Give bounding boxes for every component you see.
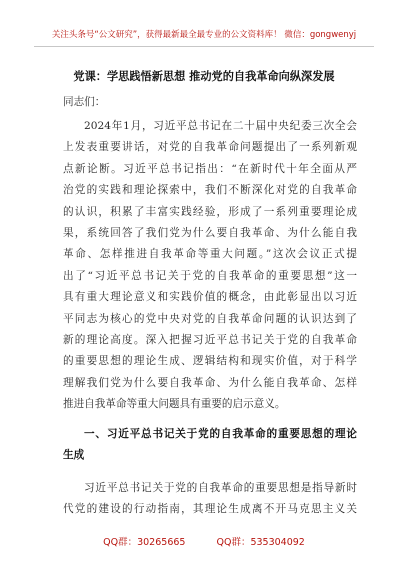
paragraph-1-line: 新的理论高度。深入把握习近平总书记关于党的自我革命 [63, 333, 357, 346]
paragraph-1 [63, 116, 357, 415]
footer-qq-group-2: QQ群：535304092 [216, 537, 305, 548]
footer-contacts [0, 534, 408, 548]
paragraph-2-line: 习近平总书记关于党的自我革命的重要思想是指导新时 [84, 482, 357, 494]
paragraph-1-line: 具有重大理论意义和实践价值的概念，由此彰显出以习近 [63, 291, 357, 304]
footer-qq-group-1: QQ群：30265665 [103, 537, 186, 548]
paragraph-1-line: 平同志为核心的党中央对党的自我革命问题的认识达到了 [63, 312, 357, 325]
section-heading-1-line: 生成 [63, 449, 85, 462]
paragraph-2 [63, 478, 357, 521]
greeting: 同志们： [63, 96, 106, 108]
paragraph-1-line: 上发表重要讲话，对党的自我革命问题提出了一系列新观 [63, 141, 357, 154]
paragraph-2-line: 代党的建设的行动指南，其理论生成离不开马克思主义关 [63, 503, 357, 516]
header-divider [34, 46, 374, 47]
paragraph-1-line: 革命、怎样推进自我革命等重大问题。”这次会议正式提 [63, 248, 357, 261]
paragraph-1-line: 推进自我革命等重大问题具有重要的启示意义。 [63, 398, 286, 411]
paragraph-1-line: 的重要思想的理论生成、逻辑结构和现实价值，对于科学 [63, 355, 357, 368]
paragraph-1-line: 果，系统回答了我们党为什么要自我革命、为什么能自我 [63, 226, 357, 239]
paragraph-1-line: 出了“习近平总书记关于党的自我革命的重要思想”这一 [63, 269, 357, 282]
paragraph-1-line: 2024年1月，习近平总书记在二十届中央纪委三次全会 [84, 120, 357, 132]
paragraph-1-line: 理解我们党为什么要自我革命、为什么能自我革命、怎样 [63, 376, 357, 389]
paragraph-1-line: 治党的实践和理论探索中，我们不断深化对党的自我革命 [63, 184, 357, 197]
paragraph-1-line: 点新论断。习近平总书记指出：“在新时代十年全面从严 [63, 162, 357, 175]
section-heading-1 [63, 424, 357, 467]
section-heading-1-line: 一、习近平总书记关于党的自我革命的重要思想的理论 [84, 428, 357, 440]
header-notice: 关注头条号“公文研究”，获得最新最全最专业的公文资料库！ 微信：gongwenyj [51, 30, 357, 40]
paragraph-1-line: 的认识，积累了丰富实践经验，形成了一系列重要理论成 [63, 205, 357, 218]
document-title: 党课：学思践悟新思想 推动党的自我革命向纵深发展 [73, 69, 335, 83]
